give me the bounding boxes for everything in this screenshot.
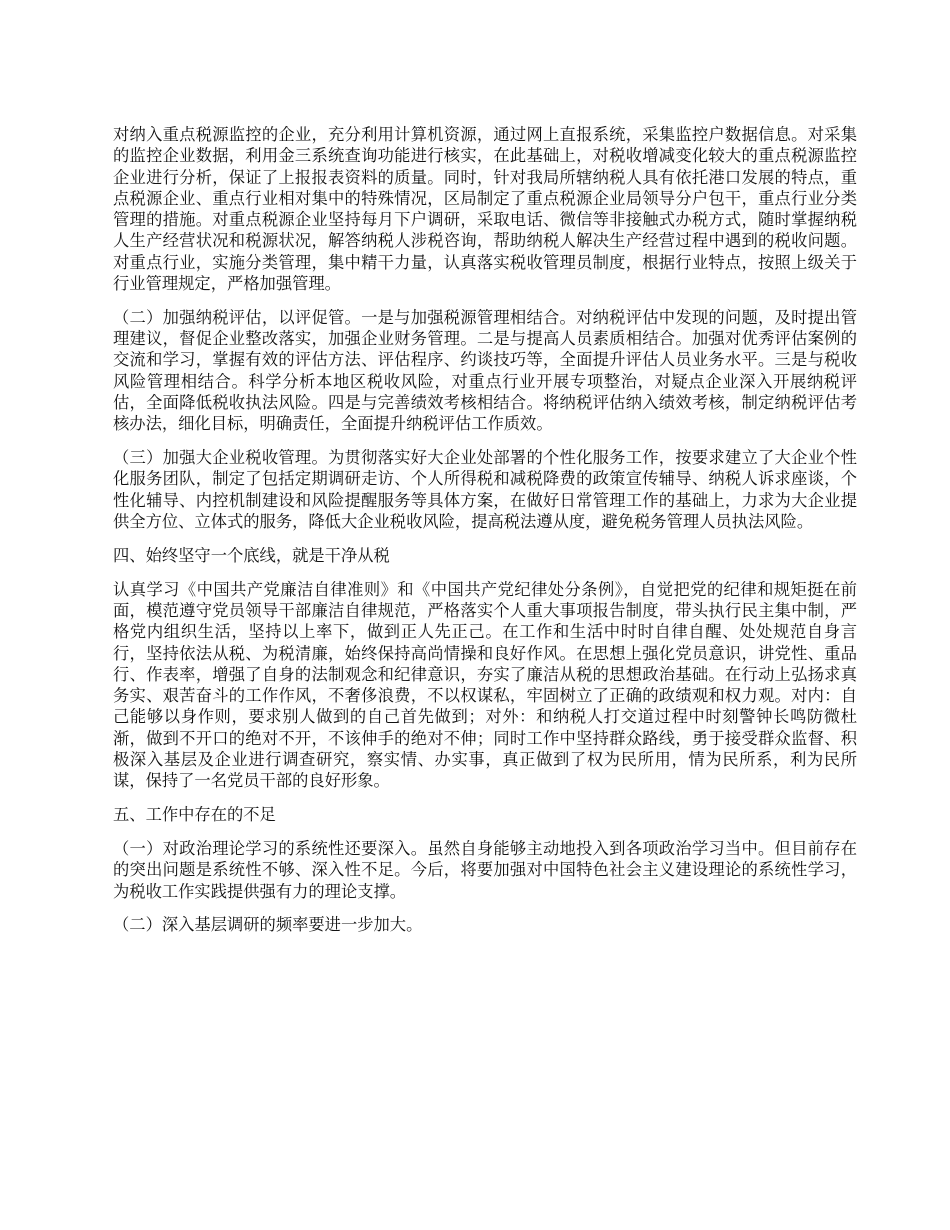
paragraph-self-discipline: 认真学习《中国共产党廉洁自律准则》和《中国共产党纪律处分条例》，自觉把党的纪律和规矩挺在前面，模范遵守党员领导干部廉洁自律规范，严格落实个人重大事项报告制度，带头执行民主集中制，严格党内组织生活，坚持以上率下，做到正人先正己。在工作和生活中时时自律自醒、处处规范自身言行，坚持依法从税、为税清廉，始终保持高尚情操和良好作风。在思想上强化党员意识，讲党性、重品行、作表率，增强了自身的法制观念和纪律意识，夯实了廉洁从税的思想政治基础。在行动上弘扬求真务实、艰苦奋斗的工作作风，不奢侈浪费，不以权谋私，牢固树立了正确的政绩观和权力观。对内：自己能够以身作则，要求别人做到的自己首先做到；对外：和纳税人打交道过程中时刻警钟长鸣防微杜渐，做到不开口的绝对不开，不该伸手的绝对不伸；同时工作中坚持群众路线，勇于接受群众监督、积极深入基层及企业进行调查研究，察实情、办实事，真正做到了权为民所用，情为民所系，利为民所谋，保持了一名党员干部的良好形象。 <box>113 579 857 791</box>
section-heading-clean-tax: 四、始终坚守一个底线，就是干净从税 <box>113 545 390 565</box>
paragraph-large-enterprise: （三）加强大企业税收管理。为贯彻落实好大企业处部署的个性化服务工作，按要求建立了大企业个性化服务团队，制定了包括定期调研走访、个人所得税和减税降费的政策宣传辅导、纳税人诉求座谈，个性化辅导、内控机制建设和风险提醒服务等具体方案，在做好日常管理工作的基础上，力求为大企业提供全方位、立体式的服务，降低大企业税收风险，提高税法遵从度，避免税务管理人员执法风险。 <box>113 448 857 532</box>
paragraph-theory-study: （一）对政治理论学习的系统性还要深入。虽然自身能够主动地投入到各项政治学习当中。但目前存在的突出问题是系统性不够、深入性不足。今后，将要加强对中国特色社会主义建设理论的系统性学习，为税收工作实践提供强有力的理论支撑。 <box>113 838 857 901</box>
paragraph-grassroots-research: （二）深入基层调研的频率要进一步加大。 <box>113 915 423 935</box>
document-body <box>113 124 857 948</box>
paragraph-key-tax-source: 对纳入重点税源监控的企业，充分利用计算机资源，通过网上直报系统，采集监控户数据信息。对采集的监控企业数据，利用金三系统查询功能进行核实，在此基础上，对税收增减变化较大的重点税源监控企业进行分析，保证了上报报表资料的质量。同时，针对我局所辖纳税人具有依托港口发展的特点，重点税源企业、重点行业相对集中的特殊情况，区局制定了重点税源企业局领导分户包干，重点行业分类管理的措施。对重点税源企业坚持每月下户调研，采取电话、微信等非接触式办税方式，随时掌握纳税人生产经营状况和税源状况，解答纳税人涉税咨询，帮助纳税人解决生产经营过程中遇到的税收问题。对重点行业，实施分类管理，集中精干力量，认真落实税收管理员制度，根据行业特点，按照上级关于行业管理规定，严格加强管理。 <box>113 125 857 294</box>
section-heading-shortcomings: 五、工作中存在的不足 <box>113 805 276 825</box>
paragraph-tax-assessment: （二）加强纳税评估，以评促管。一是与加强税源管理相结合。对纳税评估中发现的问题，及时提出管理建议，督促企业整改落实，加强企业财务管理。二是与提高人员素质相结合。加强对优秀评估案例的交流和学习，掌握有效的评估方法、评估程序、约谈技巧等，全面提升评估人员业务水平。三是与税收风险管理相结合。科学分析本地区税收风险，对重点行业开展专项整治，对疑点企业深入开展纳税评估，全面降低税收执法风险。四是与完善绩效考核相结合。将纳税评估纳入绩效考核，制定纳税评估考核办法，细化目标，明确责任，全面提升纳税评估工作质效。 <box>113 307 857 434</box>
